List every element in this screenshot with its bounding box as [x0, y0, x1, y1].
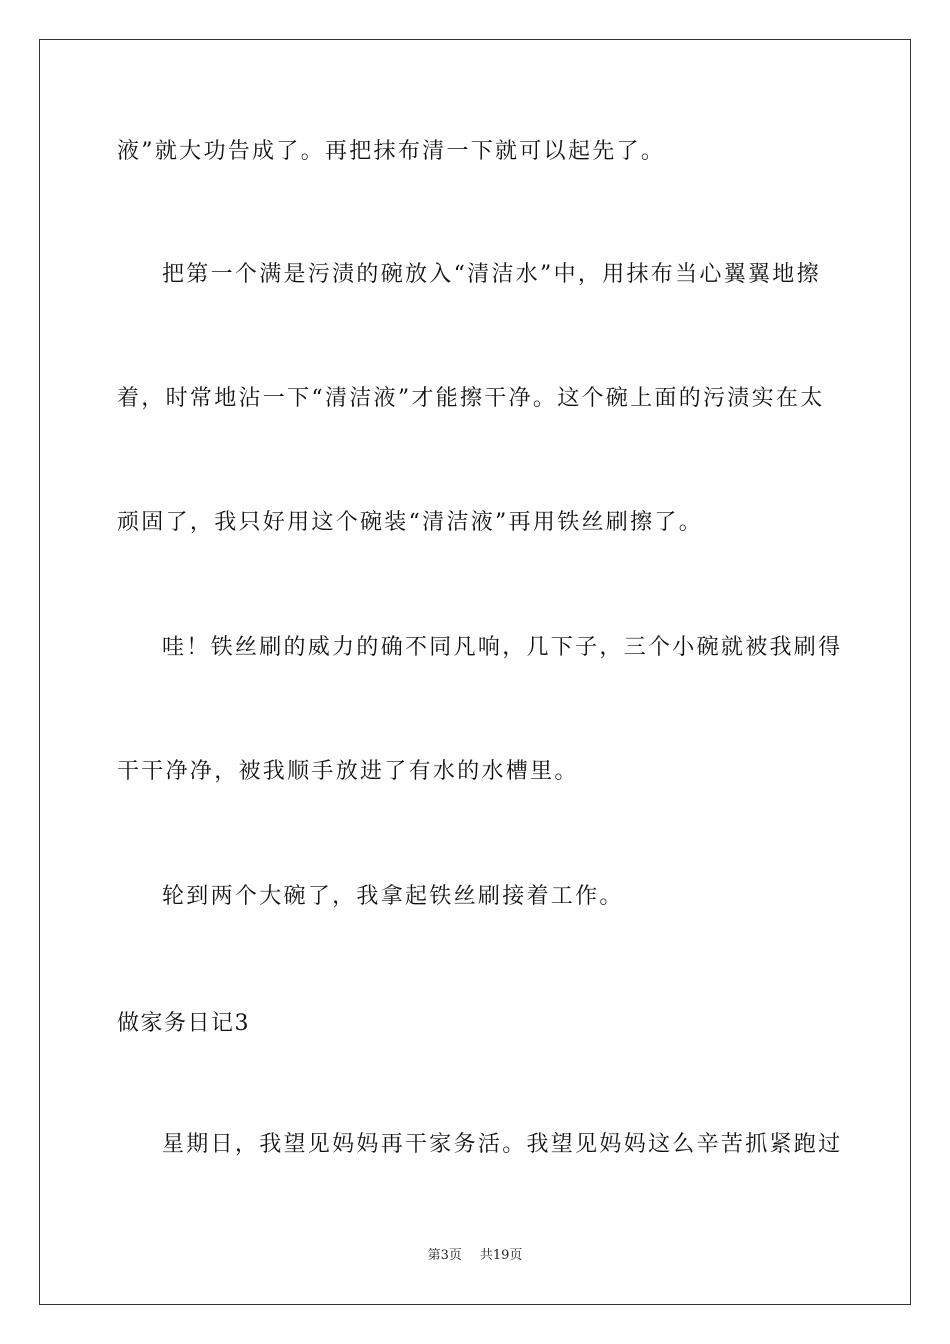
text-line-1: 液”就大功告成了。再把抹布清一下就可以起先了。 — [117, 139, 666, 164]
text-line-5: 哇！铁丝刷的威力的确不同凡响，几下子，三个小碗就被我刷得 — [162, 635, 843, 660]
text-line-9: 星期日，我望见妈妈再干家务活。我望见妈妈这么辛苦抓紧跑过 — [162, 1132, 843, 1157]
page-total: 共19页 — [479, 1248, 523, 1263]
section-heading: 做家务日记3 — [117, 1011, 250, 1036]
text-line-3: 着，时常地沾一下“清洁液”才能擦干净。这个碗上面的污渍实在太 — [117, 386, 825, 411]
text-line-2: 把第一个满是污渍的碗放入“清洁水”中，用抹布当心翼翼地擦 — [162, 262, 821, 287]
page-footer — [0, 1247, 950, 1265]
text-line-4: 顽固了，我只好用这个碗装“清洁液”再用铁丝刷擦了。 — [117, 510, 703, 535]
page-number: 第3页 — [427, 1248, 462, 1263]
text-line-7: 轮到两个大碗了，我拿起铁丝刷接着工作。 — [162, 884, 624, 909]
text-line-6: 干干净净，被我顺手放进了有水的水槽里。 — [117, 759, 579, 784]
page-border — [39, 39, 911, 1305]
